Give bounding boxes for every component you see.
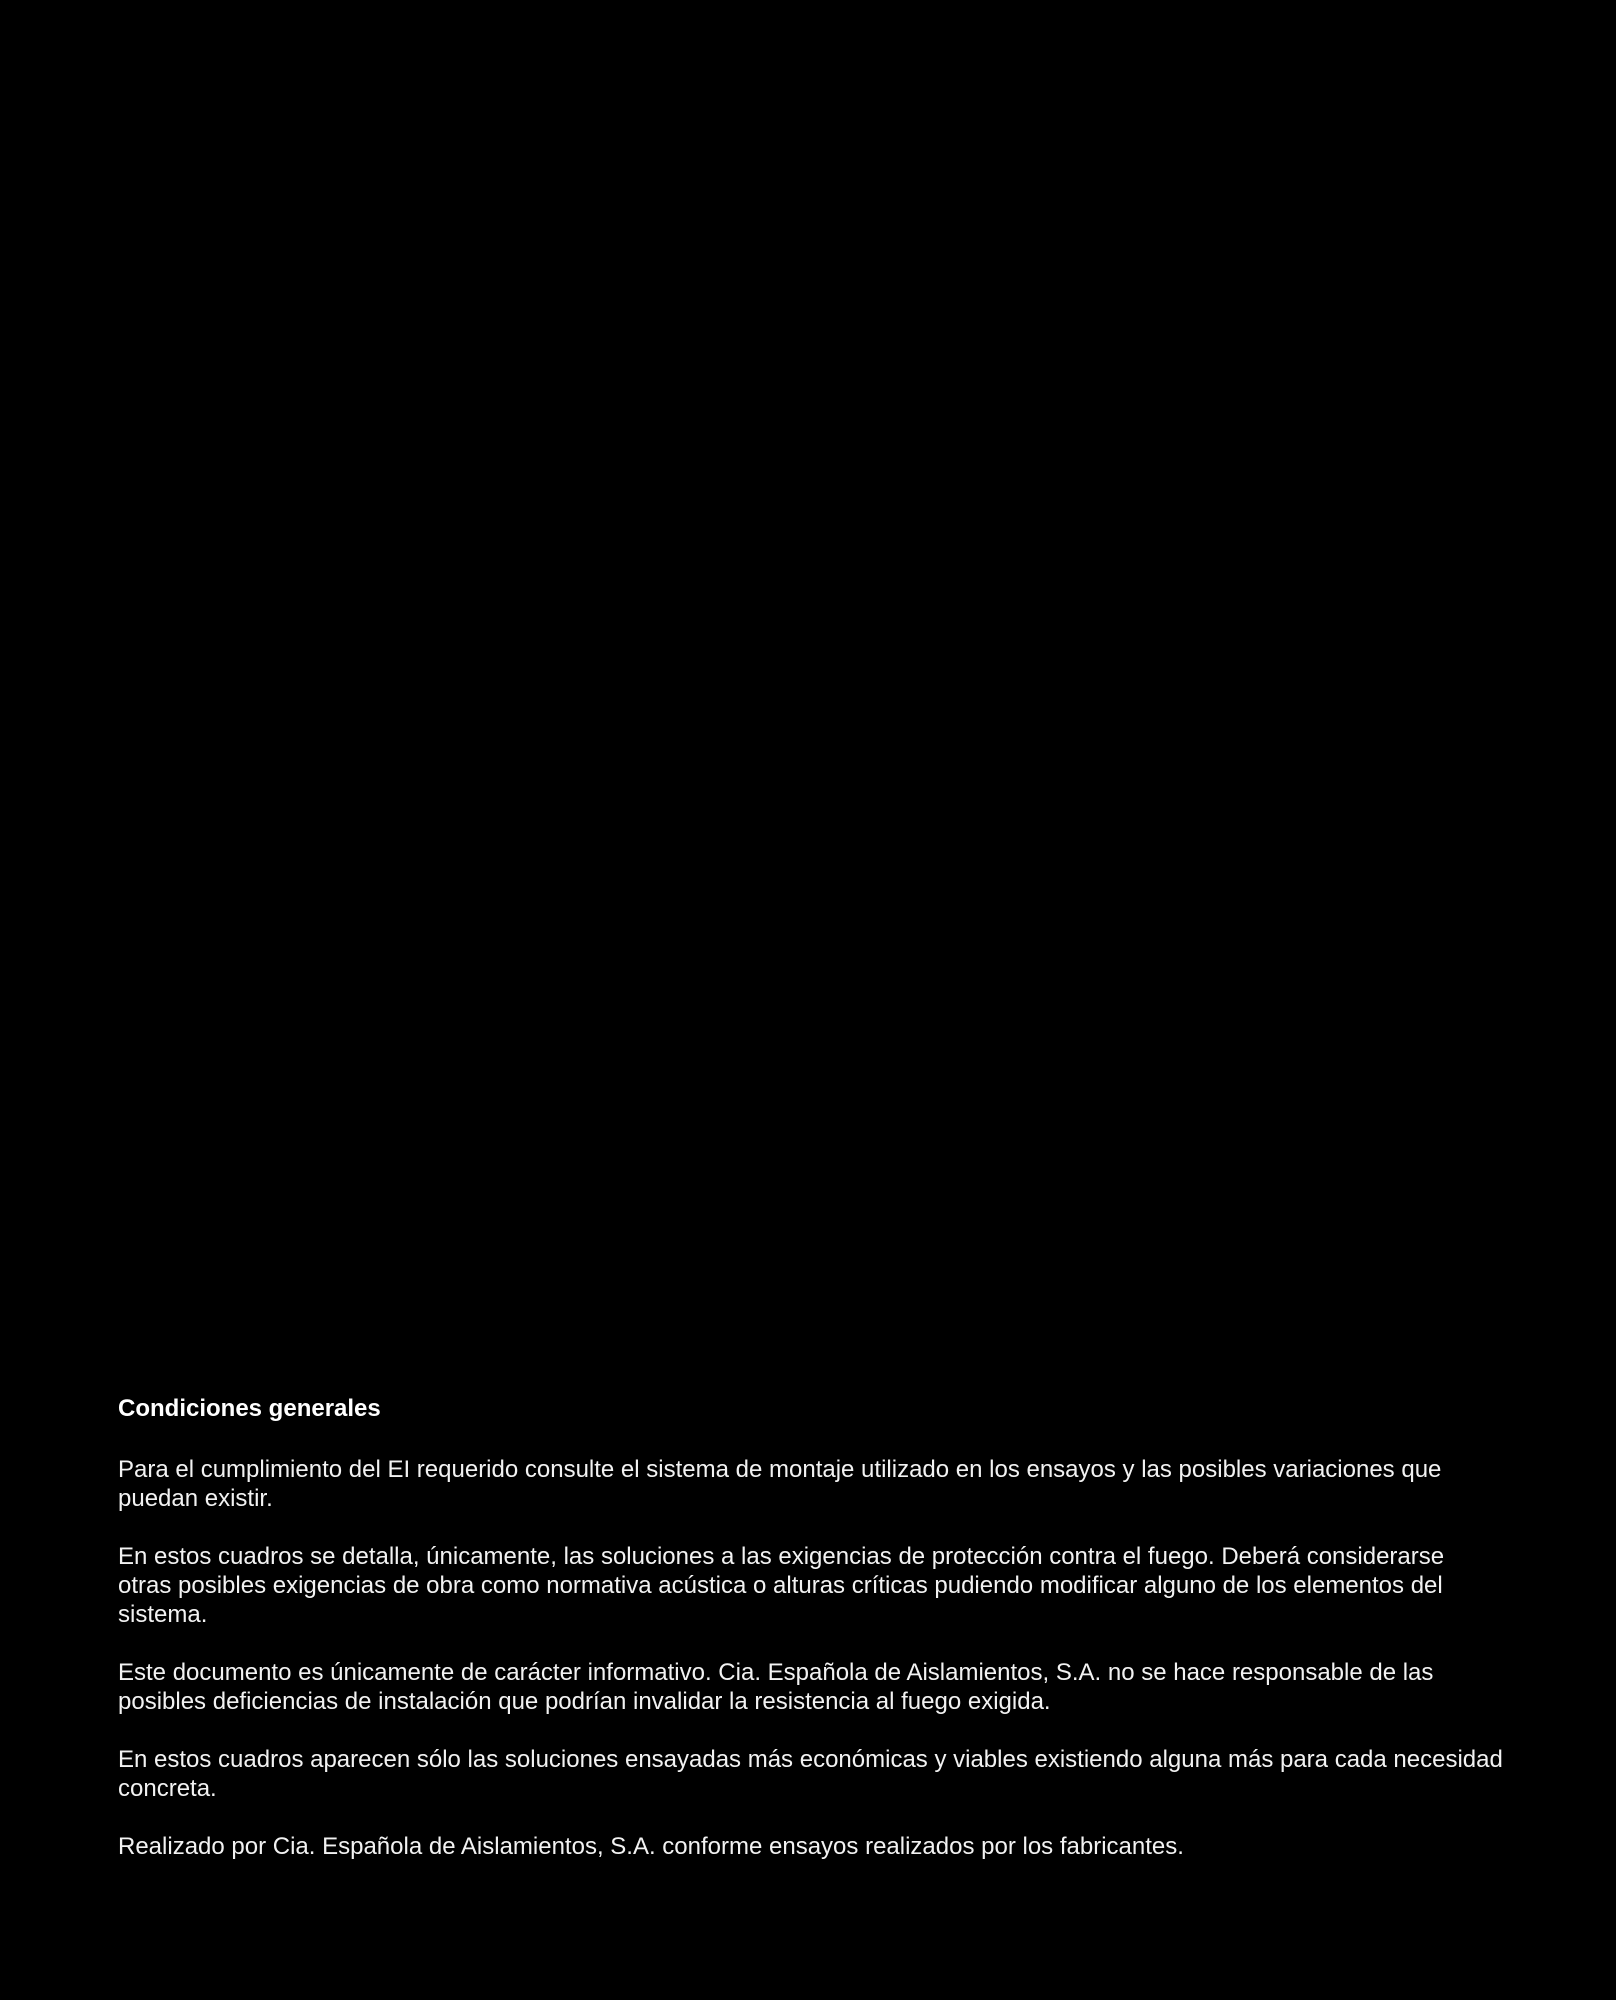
paragraph-authorship: Realizado por Cia. Española de Aislamientos, S.A. conforme ensayos realizados por los fabricantes. bbox=[118, 1833, 1184, 1860]
section-heading: Condiciones generales bbox=[118, 1395, 381, 1422]
general-conditions-section bbox=[118, 1393, 1503, 1890]
paragraph-fire-protection-scope: En estos cuadros se detalla, únicamente, las soluciones a las exigencias de protección contra el fuego. Deberá considerarse otras posibles exigencias de obra como normativa acústica o alturas críticas pudiendo modificar alguno de los elementos del sistema. bbox=[118, 1543, 1445, 1628]
paragraph-informative-disclaimer: Este documento es únicamente de carácter informativo. Cia. Española de Aislamientos, S.A. no se hace responsable de las posibles deficiencias de instalación que podrían invalidar la resistencia al fuego exigida. bbox=[118, 1659, 1434, 1715]
paragraph-ei-requirement: Para el cumplimiento del EI requerido consulte el sistema de montaje utilizado en los ensayos y las posibles variaciones que puedan existir. bbox=[118, 1456, 1442, 1512]
paragraph-tested-solutions: En estos cuadros aparecen sólo las soluciones ensayadas más económicas y viables existiendo alguna más para cada necesidad concreta. bbox=[118, 1746, 1503, 1802]
